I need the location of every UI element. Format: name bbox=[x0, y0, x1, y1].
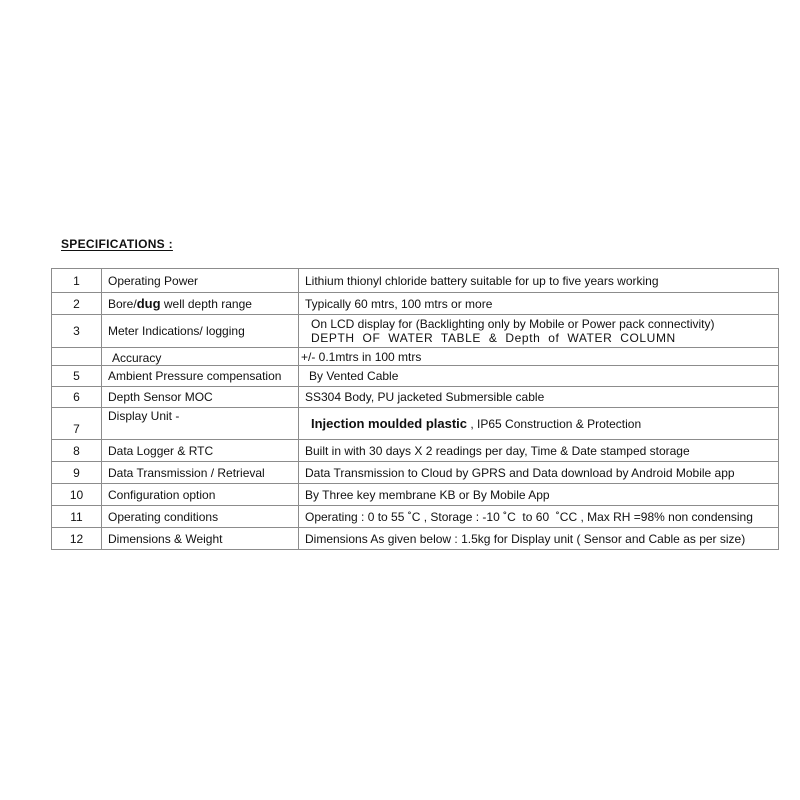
table-row bbox=[52, 440, 779, 462]
table-row bbox=[52, 315, 779, 348]
value-line: DEPTH OF WATER TABLE & Depth of WATER COLUMN bbox=[311, 331, 676, 345]
parameter-cell: Accuracy bbox=[102, 348, 299, 366]
value-cell: Data Transmission to Cloud by GPRS and Data download by Android Mobile app bbox=[299, 462, 779, 484]
table-row bbox=[52, 408, 779, 440]
specifications-table bbox=[51, 268, 779, 550]
value-cell: +/- 0.1mtrs in 100 mtrs bbox=[299, 348, 779, 366]
parameter-cell: Depth Sensor MOC bbox=[102, 387, 299, 408]
row-number: 6 bbox=[52, 387, 102, 408]
parameter-cell: Operating Power bbox=[102, 269, 299, 293]
row-number: 5 bbox=[52, 366, 102, 387]
parameter-cell: Operating conditions bbox=[102, 506, 299, 528]
value-line: On LCD display for (Backlighting only by Mobile or Power pack connectivity) bbox=[311, 317, 715, 331]
value-text: , IP65 Construction & Protection bbox=[467, 416, 642, 431]
row-number: 9 bbox=[52, 462, 102, 484]
row-number: 11 bbox=[52, 506, 102, 528]
parameter-text: Bore/ bbox=[108, 296, 137, 311]
row-number: 2 bbox=[52, 293, 102, 315]
parameter-cell bbox=[102, 293, 299, 315]
page-title: SPECIFICATIONS : bbox=[61, 237, 173, 251]
value-cell: Typically 60 mtrs, 100 mtrs or more bbox=[299, 293, 779, 315]
table-row bbox=[52, 506, 779, 528]
value-cell bbox=[299, 315, 779, 348]
table-row bbox=[52, 462, 779, 484]
table-row bbox=[52, 366, 779, 387]
value-text-emphasis: Injection moulded plastic bbox=[311, 415, 468, 431]
parameter-cell: Dimensions & Weight bbox=[102, 528, 299, 550]
table-row bbox=[52, 293, 779, 315]
table-row bbox=[52, 387, 779, 408]
row-number: 12 bbox=[52, 528, 102, 550]
table-row bbox=[52, 484, 779, 506]
value-cell: Dimensions As given below : 1.5kg for Display unit ( Sensor and Cable as per size) bbox=[299, 528, 779, 550]
value-cell: Lithium thionyl chloride battery suitable for up to five years working bbox=[299, 269, 779, 293]
parameter-cell: Configuration option bbox=[102, 484, 299, 506]
parameter-cell: Ambient Pressure compensation bbox=[102, 366, 299, 387]
table-row bbox=[52, 528, 779, 550]
table-row bbox=[52, 348, 779, 366]
table-row bbox=[52, 269, 779, 293]
row-number: 3 bbox=[52, 315, 102, 348]
value-cell: SS304 Body, PU jacketed Submersible cable bbox=[299, 387, 779, 408]
parameter-text-emphasis: dug bbox=[136, 295, 161, 311]
parameter-cell: Data Transmission / Retrieval bbox=[102, 462, 299, 484]
value-cell: By Three key membrane KB or By Mobile App bbox=[299, 484, 779, 506]
row-number: 1 bbox=[52, 269, 102, 293]
value-cell: By Vented Cable bbox=[299, 366, 779, 387]
parameter-text: well depth range bbox=[160, 296, 252, 311]
parameter-cell: Display Unit - bbox=[102, 408, 299, 440]
row-number: 8 bbox=[52, 440, 102, 462]
row-number: 7 bbox=[52, 408, 102, 440]
row-number bbox=[52, 348, 102, 366]
value-cell: Built in with 30 days X 2 readings per day, Time & Date stamped storage bbox=[299, 440, 779, 462]
value-cell bbox=[299, 408, 779, 440]
row-number: 10 bbox=[52, 484, 102, 506]
parameter-cell: Meter Indications/ logging bbox=[102, 315, 299, 348]
value-cell: Operating : 0 to 55 ˚C , Storage : -10 ˚C to 60 ˚CC , Max RH =98% non condensing bbox=[299, 506, 779, 528]
parameter-cell: Data Logger & RTC bbox=[102, 440, 299, 462]
